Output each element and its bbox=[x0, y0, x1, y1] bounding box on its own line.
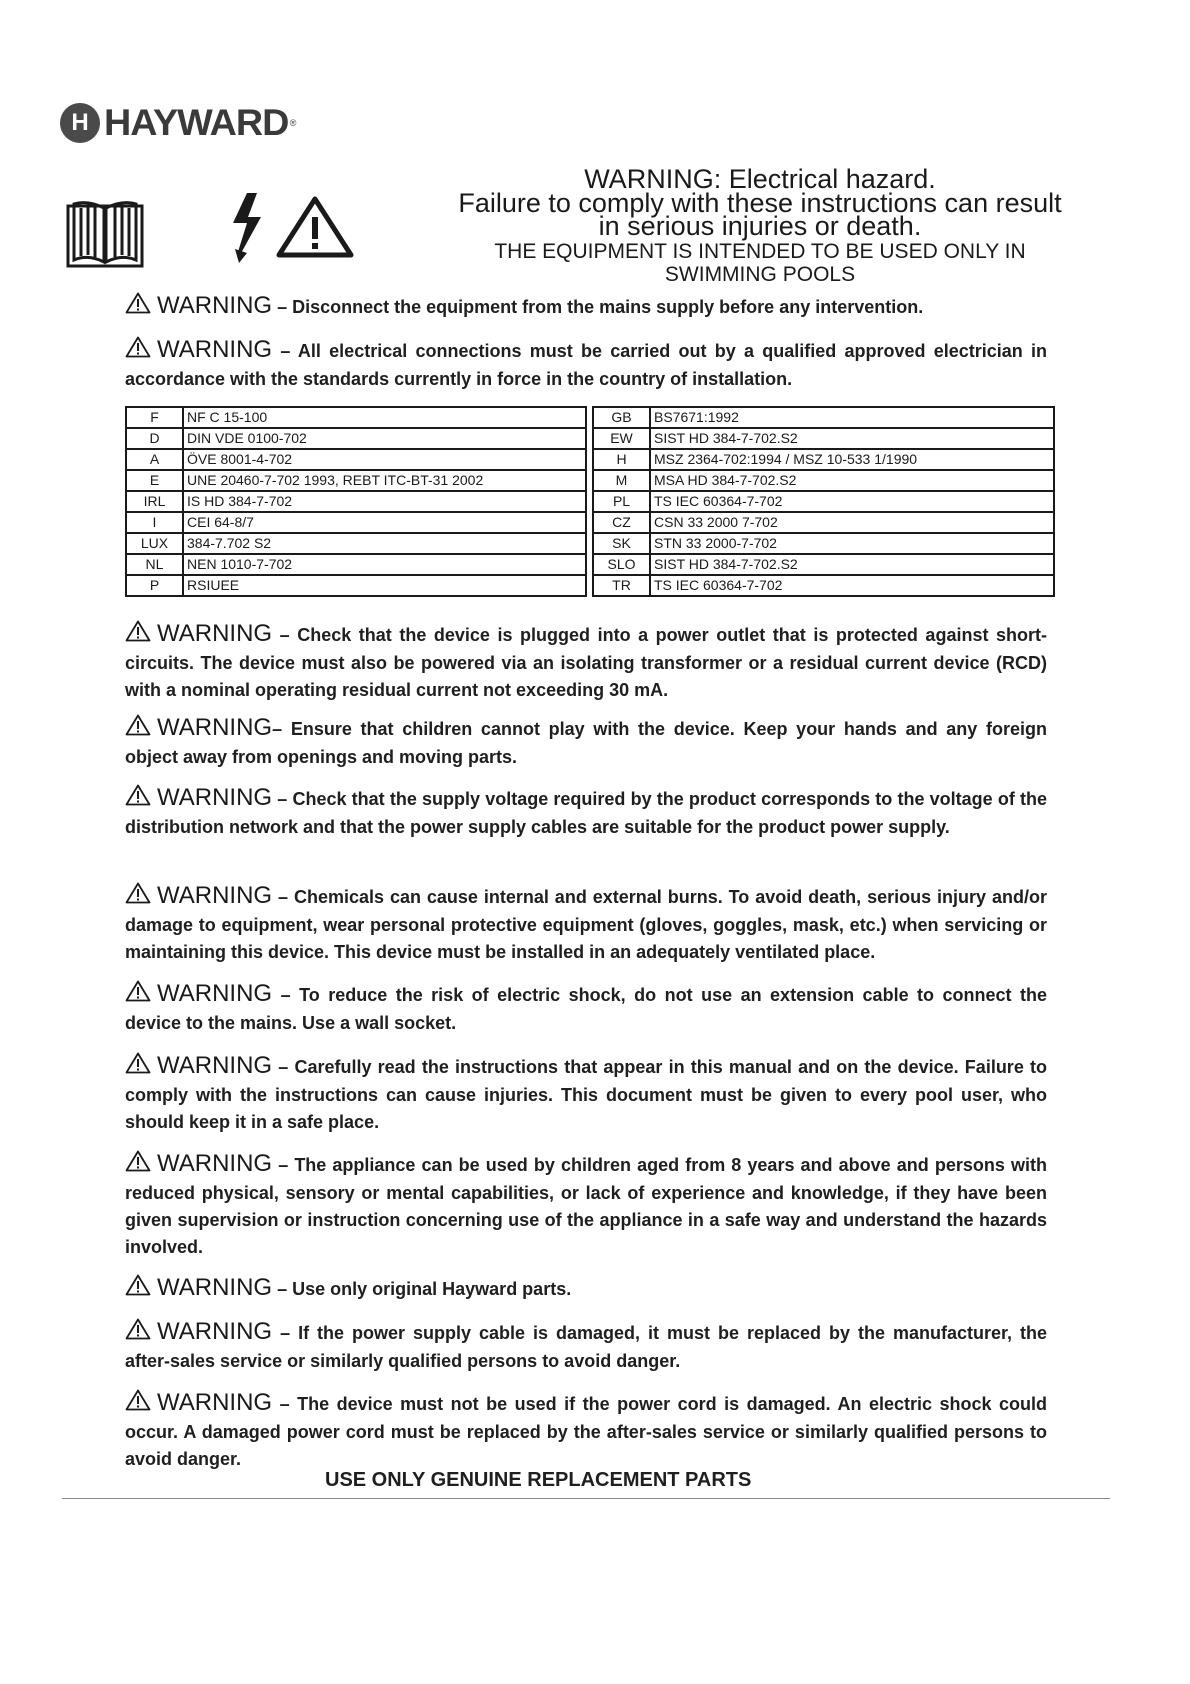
standards-row bbox=[593, 407, 1054, 428]
country-code-cell: NL bbox=[126, 554, 183, 575]
warning-triangle-icon bbox=[125, 784, 151, 814]
standards-row bbox=[593, 470, 1054, 491]
lightning-bolt-icon bbox=[233, 193, 261, 263]
standard-cell: BS7671:1992 bbox=[650, 407, 1054, 428]
logo-mark-letter: H bbox=[71, 109, 89, 136]
warning-text: – Carefully read the instructions that appear in this manual and on the device. Failure to comply with the instructions can cause injuries. This document must be given to every pool user, who should keep it in a safe place. bbox=[125, 1057, 1047, 1132]
hayward-logo bbox=[60, 102, 296, 144]
warning-text: – All electrical connections must be carried out by a qualified approved electrician in accordance with the standards currently in force in the country of installation. bbox=[125, 341, 1047, 389]
warning-item bbox=[125, 292, 1047, 322]
standard-cell: DIN VDE 0100-702 bbox=[183, 428, 586, 449]
country-code-cell: D bbox=[126, 428, 183, 449]
warning-triangle-icon bbox=[125, 714, 151, 744]
hayward-logo-mark bbox=[60, 103, 100, 143]
warning-text: – The appliance can be used by children aged from 8 years and above and persons with reduced physical, sensory or mental capabilities, or lack of experience and knowledge, if they have been given supervision or instruction concerning use of the appliance in a safe way and understand the hazards involved. bbox=[125, 1155, 1047, 1257]
standard-cell: RSIUEE bbox=[183, 575, 586, 596]
warning-label: WARNING bbox=[157, 1318, 273, 1345]
country-code-cell: EW bbox=[593, 428, 650, 449]
warning-item bbox=[125, 1389, 1047, 1473]
country-code-cell: SLO bbox=[593, 554, 650, 575]
standard-cell: 384-7.702 S2 bbox=[183, 533, 586, 554]
warning-item bbox=[125, 882, 1047, 966]
warning-item bbox=[125, 714, 1047, 771]
standards-row bbox=[126, 428, 586, 449]
warning-label: WARNING bbox=[157, 882, 273, 909]
electrical-hazard-icons bbox=[233, 193, 358, 278]
standard-cell: IS HD 384-7-702 bbox=[183, 491, 586, 512]
standards-row bbox=[126, 575, 586, 596]
standards-row bbox=[593, 512, 1054, 533]
manual-book-icon bbox=[66, 200, 144, 273]
warning-text: – To reduce the risk of electric shock, do not use an extension cable to connect the device to the mains. Use a wall socket. bbox=[125, 985, 1047, 1033]
standards-row bbox=[126, 491, 586, 512]
standard-cell: SIST HD 384-7-702.S2 bbox=[650, 554, 1054, 575]
warning-text: – Ensure that children cannot play with the device. Keep your hands and any foreign object away from openings and moving parts. bbox=[125, 719, 1047, 767]
logo-registered-mark: ® bbox=[289, 118, 297, 128]
standard-cell: CSN 33 2000 7-702 bbox=[650, 512, 1054, 533]
footer-divider bbox=[62, 1498, 1110, 1499]
warning-label: WARNING bbox=[157, 1389, 273, 1416]
warning-label: WARNING bbox=[157, 336, 273, 363]
warning-text: – Use only original Hayward parts. bbox=[272, 1279, 572, 1299]
warning-label: WARNING bbox=[157, 980, 273, 1007]
standard-cell: MSA HD 384-7-702.S2 bbox=[650, 470, 1054, 491]
warning-triangle-icon bbox=[125, 980, 151, 1010]
country-code-cell: P bbox=[126, 575, 183, 596]
standard-cell: MSZ 2364-702:1994 / MSZ 10-533 1/1990 bbox=[650, 449, 1054, 470]
heading-line-1: WARNING: Electrical hazard. bbox=[584, 164, 936, 194]
country-code-cell: CZ bbox=[593, 512, 650, 533]
logo-brand-text: HAYWARD bbox=[104, 102, 289, 143]
warning-label: WARNING bbox=[157, 1274, 273, 1301]
warning-text: – Check that the supply voltage required by the product corresponds to the voltage of the distribution network and that the power supply cables are suitable for the product power supply. bbox=[125, 789, 1047, 837]
standards-table-right bbox=[592, 406, 1055, 597]
warning-label: WARNING bbox=[157, 1150, 273, 1177]
standard-cell: UNE 20460-7-702 1993, REBT ITC-BT-31 2002 bbox=[183, 470, 586, 491]
warning-text: – If the power supply cable is damaged, it must be replaced by the manufacturer, the after-sales service or similarly qualified persons to avoid danger. bbox=[125, 1323, 1047, 1371]
country-code-cell: F bbox=[126, 407, 183, 428]
heading-line-2: Failure to comply with these instructions can result bbox=[458, 188, 1062, 218]
country-code-cell: I bbox=[126, 512, 183, 533]
standard-cell: CEI 64-8/7 bbox=[183, 512, 586, 533]
warning-triangle-icon bbox=[279, 199, 351, 255]
standards-row bbox=[593, 428, 1054, 449]
electrical-hazard-heading bbox=[420, 164, 1100, 286]
standards-row bbox=[126, 449, 586, 470]
standards-row bbox=[593, 575, 1054, 596]
standards-row bbox=[593, 491, 1054, 512]
warning-label: WARNING bbox=[157, 1052, 273, 1079]
country-code-cell: LUX bbox=[126, 533, 183, 554]
country-code-cell: GB bbox=[593, 407, 650, 428]
standards-row bbox=[593, 554, 1054, 575]
standards-table-left bbox=[125, 406, 587, 597]
warning-text: – Chemicals can cause internal and external burns. To avoid death, serious injury and/or damage to equipment, wear personal protective equipment (gloves, goggles, mask, etc.) when servicing or maintaining this device. This device must be installed in an adequately ventilated place. bbox=[125, 887, 1047, 962]
standard-cell: ÖVE 8001-4-702 bbox=[183, 449, 586, 470]
country-code-cell: E bbox=[126, 470, 183, 491]
warning-triangle-icon bbox=[125, 292, 151, 322]
warning-triangle-icon bbox=[125, 620, 151, 650]
warning-text: – The device must not be used if the power cord is damaged. An electric shock could occur. A damaged power cord must be replaced by the after-sales service or similarly qualified persons to avoid danger. bbox=[125, 1394, 1047, 1469]
warning-item bbox=[125, 980, 1047, 1037]
standard-cell: SIST HD 384-7-702.S2 bbox=[650, 428, 1054, 449]
standard-cell: NEN 1010-7-702 bbox=[183, 554, 586, 575]
footer-genuine-parts: USE ONLY GENUINE REPLACEMENT PARTS bbox=[325, 1469, 752, 1491]
warning-triangle-icon bbox=[125, 1052, 151, 1082]
warning-item bbox=[125, 1150, 1047, 1261]
warning-triangle-icon bbox=[125, 1389, 151, 1419]
country-code-cell: A bbox=[126, 449, 183, 470]
heading-line-5: SWIMMING POOLS bbox=[664, 263, 856, 286]
warning-triangle-icon bbox=[125, 1318, 151, 1348]
warning-item bbox=[125, 784, 1047, 841]
heading-line-4: THE EQUIPMENT IS INTENDED TO BE USED ONLY IN bbox=[494, 240, 1026, 263]
standard-cell: STN 33 2000-7-702 bbox=[650, 533, 1054, 554]
standards-row bbox=[126, 554, 586, 575]
warning-triangle-icon bbox=[125, 336, 151, 366]
standards-row bbox=[126, 407, 586, 428]
standards-row bbox=[126, 512, 586, 533]
warning-item bbox=[125, 336, 1047, 393]
country-code-cell: PL bbox=[593, 491, 650, 512]
standard-cell: TS IEC 60364-7-702 bbox=[650, 575, 1054, 596]
warning-label: WARNING bbox=[157, 620, 273, 647]
standard-cell: TS IEC 60364-7-702 bbox=[650, 491, 1054, 512]
country-code-cell: IRL bbox=[126, 491, 183, 512]
standards-row bbox=[126, 470, 586, 491]
country-code-cell: H bbox=[593, 449, 650, 470]
country-code-cell: TR bbox=[593, 575, 650, 596]
warning-item bbox=[125, 1052, 1047, 1136]
warning-item bbox=[125, 620, 1047, 704]
country-code-cell: M bbox=[593, 470, 650, 491]
warning-triangle-icon bbox=[125, 1274, 151, 1304]
warning-text: – Disconnect the equipment from the mains supply before any intervention. bbox=[272, 297, 924, 317]
warning-item bbox=[125, 1318, 1047, 1375]
country-code-cell: SK bbox=[593, 533, 650, 554]
warning-text: – Check that the device is plugged into a power outlet that is protected against short-circuits. The device must also be powered via an isolating transformer or a residual current device (RCD) with a nominal operating residual current not exceeding 30 mA. bbox=[125, 625, 1047, 700]
warning-triangle-icon bbox=[125, 882, 151, 912]
standards-row bbox=[593, 449, 1054, 470]
warning-item bbox=[125, 1274, 1047, 1304]
heading-line-3: in serious injuries or death. bbox=[598, 211, 922, 241]
warning-triangle-icon bbox=[125, 1150, 151, 1180]
warning-label: WARNING bbox=[157, 292, 273, 319]
standard-cell: NF C 15-100 bbox=[183, 407, 586, 428]
standards-row bbox=[593, 533, 1054, 554]
warning-label: WARNING bbox=[157, 784, 273, 811]
standards-table bbox=[125, 406, 1055, 597]
warning-label: WARNING bbox=[157, 714, 273, 741]
standards-row bbox=[126, 533, 586, 554]
